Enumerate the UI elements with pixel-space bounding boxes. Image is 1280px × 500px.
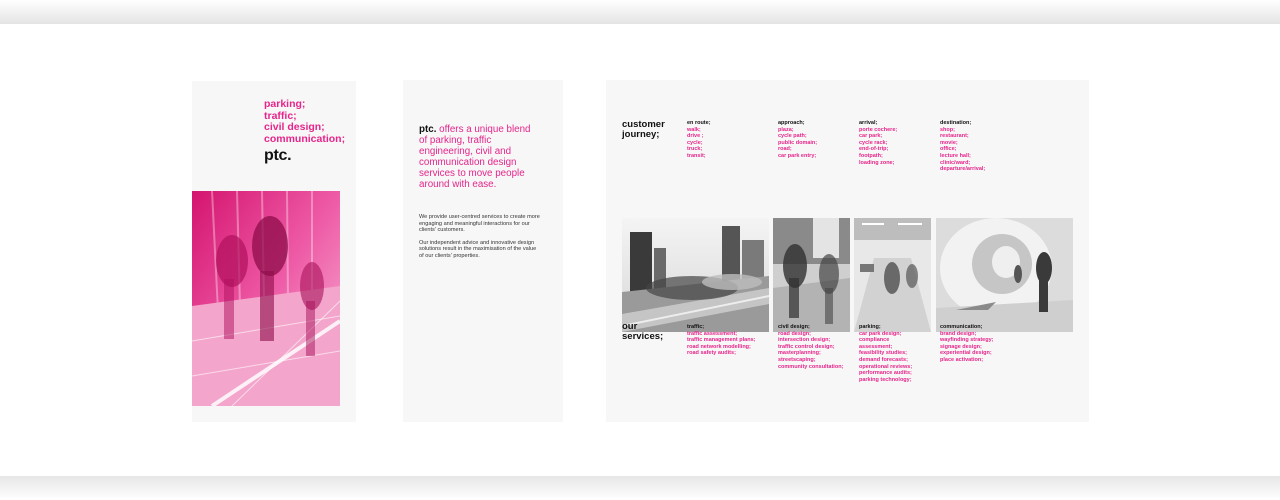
top-shadow <box>0 0 1280 24</box>
journey-column-approach <box>778 120 817 160</box>
list-item: intersection design; <box>778 337 831 344</box>
list-item: car park entry; <box>778 152 817 159</box>
services-heading-line: services; <box>622 331 664 342</box>
list-item: parking technology; <box>859 376 912 383</box>
intro-body <box>419 214 541 266</box>
list-item: public domain; <box>778 139 818 146</box>
cover-heading: civil design; <box>264 121 325 133</box>
services-panel <box>606 80 1089 422</box>
list-item: truck; <box>687 146 703 153</box>
list-item: masterplanning; <box>778 350 821 357</box>
cover-headings <box>264 99 345 145</box>
services-heading <box>622 322 663 342</box>
list-item: clinic/ward; <box>940 159 971 166</box>
list-item: end-of-trip; <box>859 146 889 153</box>
list-item: experiential design; <box>940 350 992 357</box>
column-title: traffic; <box>687 324 705 330</box>
intro-statement <box>419 124 541 190</box>
cover-photo <box>192 191 340 406</box>
cover-heading: parking; <box>264 98 306 110</box>
list-item: community consultation; <box>778 363 844 370</box>
journey-column-destination <box>940 120 985 173</box>
list-item: brand design; <box>940 330 977 337</box>
list-item: porte cochere; <box>859 126 898 133</box>
column-title: destination; <box>940 120 972 126</box>
list-item: signage design; <box>940 343 982 350</box>
list-item: compliance <box>859 337 890 344</box>
list-item: traffic control design; <box>778 343 835 350</box>
journey-heading-line: journey; <box>622 129 660 140</box>
cover-heading: traffic; <box>264 109 297 122</box>
cover-panel <box>192 81 356 422</box>
list-item: plaza; <box>778 126 794 133</box>
services-column-parking <box>859 324 912 383</box>
brochure-spread <box>0 24 1280 476</box>
list-item: performance audits; <box>859 370 912 377</box>
list-item: assessment; <box>859 343 893 350</box>
services-heading-line: our <box>622 321 638 332</box>
list-item: cycle; <box>687 139 703 146</box>
list-item: transit; <box>687 152 706 159</box>
list-item: car park; <box>859 133 883 140</box>
photo-walking-people <box>773 218 850 332</box>
list-item: place activation; <box>940 356 984 363</box>
list-item: traffic assessment; <box>687 330 738 337</box>
list-item: feasibility studies; <box>859 350 907 357</box>
bottom-shadow <box>0 476 1280 500</box>
journey-heading-line: customer <box>622 119 665 130</box>
list-item: drive ; <box>687 133 704 140</box>
cover-heading: communication; <box>264 132 346 145</box>
intro-brand: ptc. <box>419 124 437 135</box>
list-item: movie; <box>940 139 958 146</box>
list-item: office; <box>940 146 957 153</box>
list-item: departure/arrival; <box>940 166 986 173</box>
list-item: walk; <box>687 126 701 133</box>
list-item: footpath; <box>859 152 883 159</box>
list-item: road design; <box>778 330 812 337</box>
column-title: parking; <box>859 324 881 330</box>
list-item: road safety audits; <box>687 350 736 357</box>
list-item: road; <box>778 146 792 153</box>
photo-tunnel-walkway <box>936 218 1073 332</box>
services-column-civil-design <box>778 324 843 370</box>
list-item: traffic management plans; <box>687 337 756 344</box>
list-item: restaurant; <box>940 133 969 140</box>
services-column-communication <box>940 324 993 364</box>
services-column-traffic <box>687 324 755 357</box>
intro-text: offers a unique blend of parking, traffic engineering, civil and communication design services to move people around with ease. <box>419 124 531 190</box>
list-item: cycle rack; <box>859 139 888 146</box>
ptc-logo: ptc. <box>264 147 292 164</box>
list-item: cycle path; <box>778 133 807 140</box>
journey-column-en-route <box>687 120 711 160</box>
intro-panel <box>403 80 563 422</box>
column-title: civil design; <box>778 324 810 330</box>
list-item: lecture hall; <box>940 152 971 159</box>
body-paragraph: Our independent advice and innovative design solutions result in the maximisation of the value of our clients' properties. <box>419 239 537 259</box>
list-item: streetscaping; <box>778 356 816 363</box>
list-item: road network modelling; <box>687 343 751 350</box>
list-item: shop; <box>940 126 955 133</box>
list-item: demand forecasts; <box>859 356 908 363</box>
list-item: wayfinding strategy; <box>940 337 994 344</box>
body-paragraph: We provide user-centred services to create more engaging and meaningful interactions for our clients' customers. <box>419 214 540 234</box>
journey-heading <box>622 120 665 140</box>
journey-column-arrival <box>859 120 897 166</box>
list-item: operational reviews; <box>859 363 913 370</box>
list-item: car park design; <box>859 330 902 337</box>
column-title: en route; <box>687 120 711 126</box>
column-title: communication; <box>940 324 983 330</box>
list-item: loading zone; <box>859 159 895 166</box>
photo-car-park <box>854 218 931 332</box>
column-title: approach; <box>778 120 805 126</box>
column-title: arrival; <box>859 120 878 126</box>
photo-street-traffic <box>622 218 769 332</box>
